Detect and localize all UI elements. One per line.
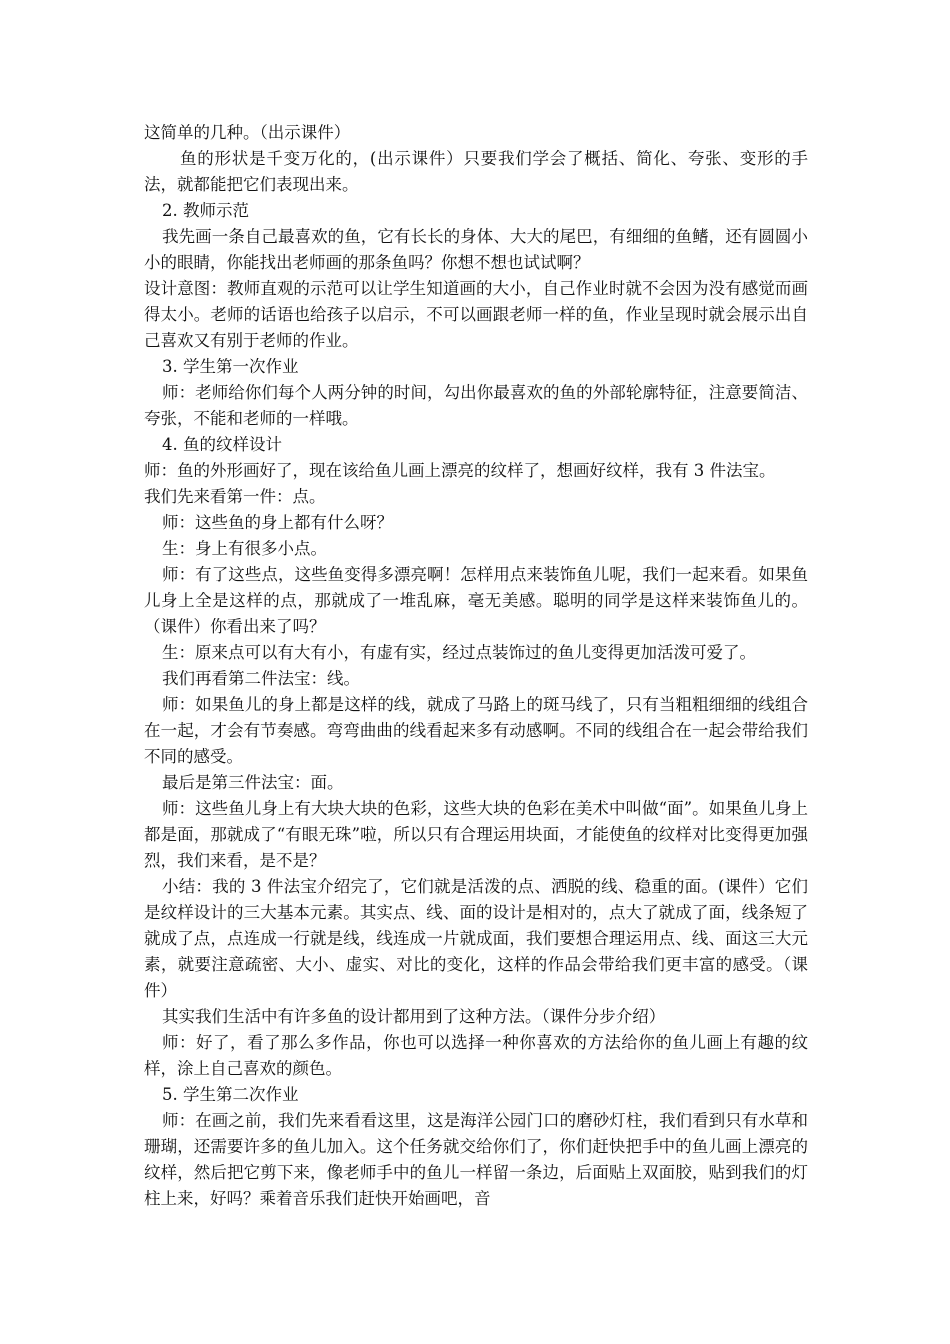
paragraph: 生：身上有很多小点。 xyxy=(162,539,327,558)
paragraph: 最后是第三件法宝：面。 xyxy=(162,773,344,792)
paragraph: 师：鱼的外形画好了，现在该给鱼儿画上漂亮的纹样了，想画好纹样，我有 3 件法宝。 xyxy=(144,461,776,480)
paragraph: 我们先来看第一件：点。 xyxy=(144,487,326,506)
summary-paragraph: 小结：我的 3 件法宝介绍完了，它们就是活泼的点、洒脱的线、稳重的面。(课件）它们是纹样设计的三大基本元素。其实点、线、面的设计是相对的，点大了就成了面，线条短了就成了点，点连成一行就是线，线连成一片就成面，我们要想合理运用点、线、面这三大元素，就要注意疏密、大小、虚实、对比的变化，这样的作品会带给我们更丰富的感受。（课件） xyxy=(144,877,808,1000)
paragraph: 师：如果鱼儿的身上都是这样的线，就成了马路上的斑马线了，只有当粗粗细细的线组合在一起，才会有节奏感。弯弯曲曲的线看起来多有动感啊。不同的线组合在一起会带给我们不同的感受。 xyxy=(144,695,808,766)
paragraph: 师：在画之前，我们先来看看这里，这是海洋公园门口的磨砂灯柱，我们看到只有水草和珊瑚，还需要许多的鱼儿加入。这个任务就交给你们了，你们赶快把手中的鱼儿画上漂亮的纹样，然后把它剪下来，像老师手中的鱼儿一样留一条边，后面贴上双面胶，贴到我们的灯柱上来，好吗？乘着音乐我们赶快开始画吧，音 xyxy=(144,1111,808,1208)
paragraph: 师：这些鱼的身上都有什么呀？ xyxy=(162,513,393,532)
paragraph: 师：好了，看了那么多作品，你也可以选择一种你喜欢的方法给你的鱼儿画上有趣的纹样，涂上自己喜欢的颜色。 xyxy=(144,1033,808,1078)
design-intent-paragraph: 设计意图：教师直观的示范可以让学生知道画的大小，自己作业时就不会因为没有感觉而画得太小。老师的话语也给孩子以启示，不可以画跟老师一样的鱼，作业呈现时就会展示出自己喜欢又有别于老师的作业。 xyxy=(144,279,808,350)
paragraph: 我们再看第二件法宝：线。 xyxy=(162,669,360,688)
section-heading: 3. 学生第一次作业 xyxy=(162,357,299,376)
section-heading: 4. 鱼的纹样设计 xyxy=(162,435,282,454)
paragraph: 我先画一条自己最喜欢的鱼，它有长长的身体、大大的尾巴，有细细的鱼鳍，还有圆圆小小的眼睛，你能找出老师画的那条鱼吗？你想不想也试试啊？ xyxy=(144,227,808,272)
paragraph: 师：老师给你们每个人两分钟的时间，勾出你最喜欢的鱼的外部轮廓特征，注意要简洁、夸张，不能和老师的一样哦。 xyxy=(144,383,808,428)
document-page xyxy=(144,120,808,1212)
paragraph: 师：有了这些点，这些鱼变得多漂亮啊！怎样用点来装饰鱼儿呢，我们一起来看。如果鱼儿身上全是这样的点，那就成了一堆乱麻，毫无美感。聪明的同学是这样来装饰鱼儿的。（课件）你看出来了吗？ xyxy=(144,565,808,636)
paragraph: 师：这些鱼儿身上有大块大块的色彩，这些大块的色彩在美术中叫做“面”。如果鱼儿身上都是面，那就成了“有眼无珠”啦，所以只有合理运用块面，才能使鱼的纹样对比变得更加强烈，我们来看，是不是？ xyxy=(144,799,808,870)
section-heading: 5. 学生第二次作业 xyxy=(162,1085,299,1104)
paragraph: 其实我们生活中有许多鱼的设计都用到了这种方法。（课件分步介绍） xyxy=(162,1007,666,1026)
section-heading: 2. 教师示范 xyxy=(162,201,249,220)
paragraph: 生：原来点可以有大有小，有虚有实，经过点装饰过的鱼儿变得更加活泼可爱了。 xyxy=(162,643,756,662)
paragraph: 鱼的形状是千变万化的，(出示课件）只要我们学会了概括、简化、夸张、变形的手法，就都能把它们表现出来。 xyxy=(144,149,808,194)
paragraph: 这简单的几种。（出示课件） xyxy=(144,123,351,142)
